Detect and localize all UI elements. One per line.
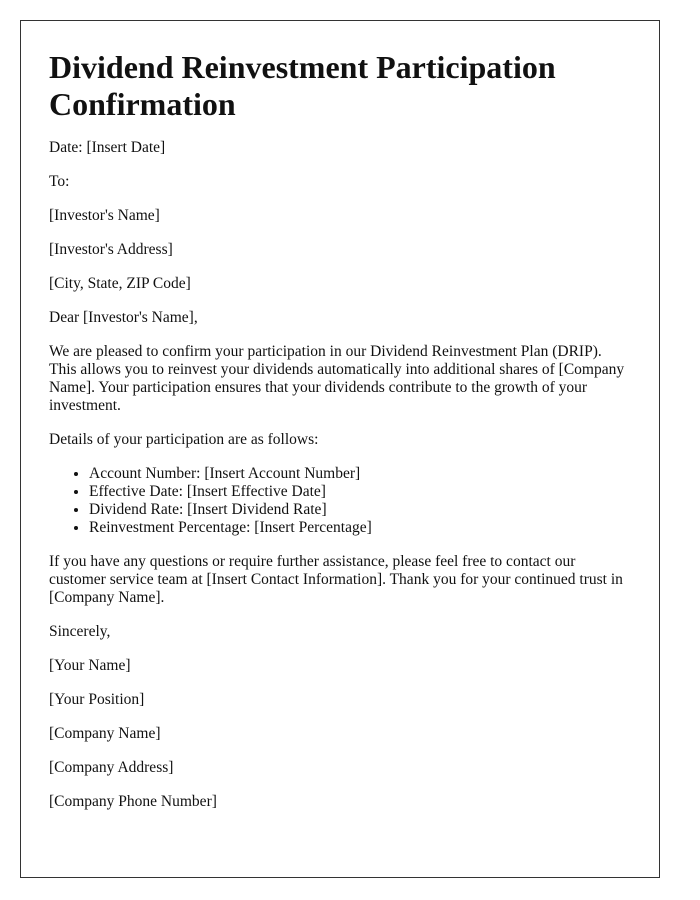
detail-account-number: • Account Number: [Insert Account Number] — [89, 465, 631, 483]
letter-title: Dividend Reinvestment Participation Confirmation — [49, 49, 556, 122]
recipient-to-label: To: — [49, 173, 70, 190]
detail-dividend-rate: • Dividend Rate: [Insert Dividend Rate] — [89, 501, 631, 519]
signer-position: [Your Position] — [49, 691, 145, 708]
letter-document — [20, 20, 660, 878]
details-intro: Details of your participation are as follows: — [49, 431, 319, 448]
detail-effective-date: • Effective Date: [Insert Effective Date] — [89, 483, 631, 501]
signer-name: [Your Name] — [49, 657, 131, 674]
salutation: Dear [Investor's Name], — [49, 309, 198, 326]
sign-off: Sincerely, — [49, 623, 111, 640]
details-list — [49, 465, 631, 537]
closing-paragraph: If you have any questions or require further assistance, please feel free to contact our customer service team at [Insert Contact Information]. Thank you for your continued trust in [Company Name]. — [49, 553, 623, 606]
signer-company-address: [Company Address] — [49, 759, 174, 776]
detail-reinvestment-percentage: • Reinvestment Percentage: [Insert Percentage] — [89, 519, 631, 537]
recipient-address: [Investor's Address] — [49, 241, 173, 258]
signer-company-name: [Company Name] — [49, 725, 161, 742]
signer-company-phone: [Company Phone Number] — [49, 793, 217, 810]
letter-date: Date: [Insert Date] — [49, 139, 166, 156]
recipient-name: [Investor's Name] — [49, 207, 160, 224]
recipient-city-state-zip: [City, State, ZIP Code] — [49, 275, 191, 292]
intro-paragraph: We are pleased to confirm your participation in our Dividend Reinvestment Plan (DRIP). This allows you to reinvest your dividends automatically into additional shares of [Company Name]. Your participation ensures that your dividends contribute to the growth of your investment. — [49, 343, 625, 414]
